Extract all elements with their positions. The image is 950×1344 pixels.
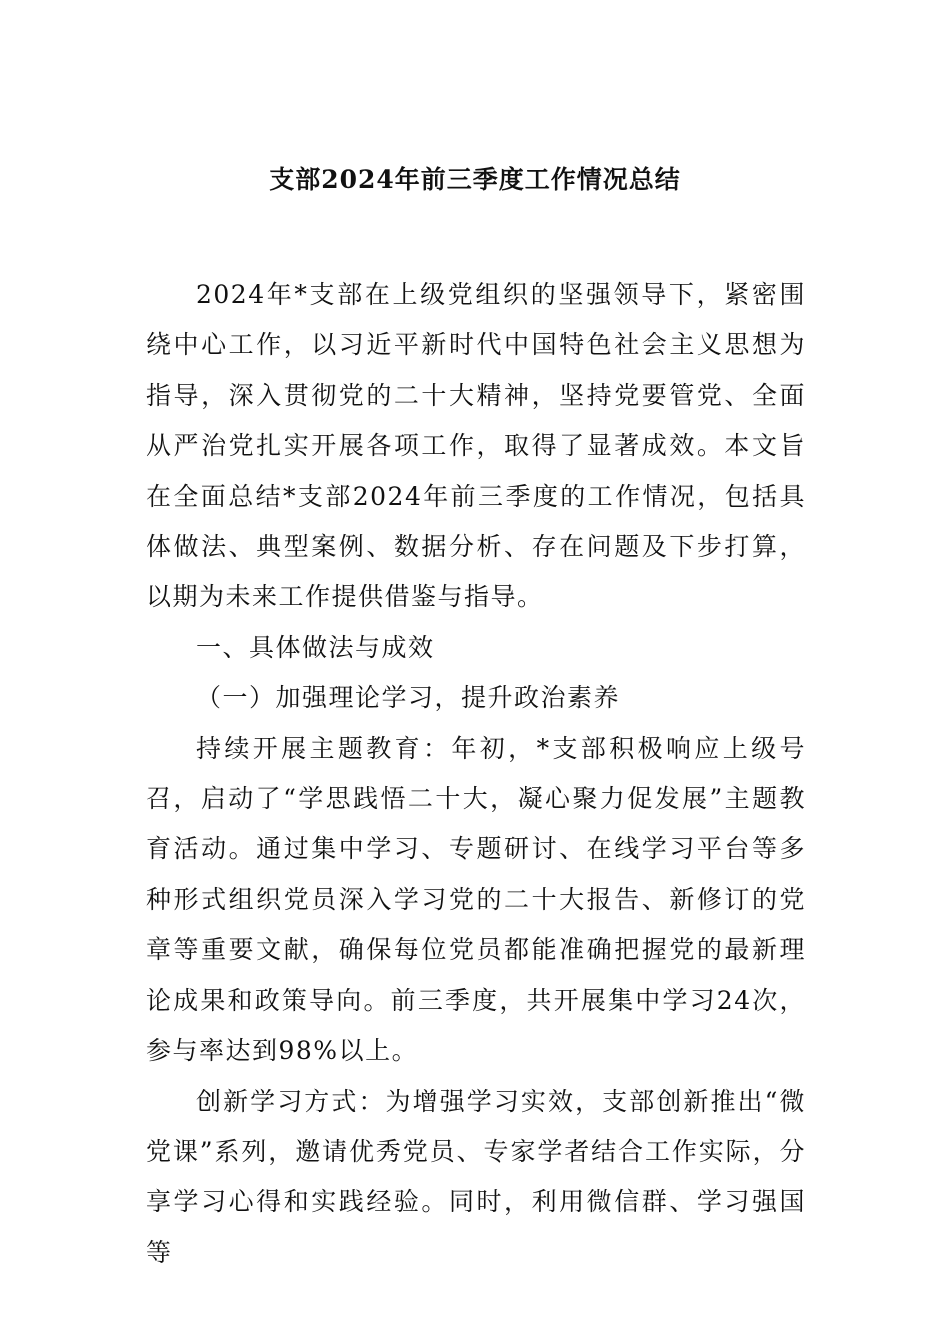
document-body [146, 270, 806, 1278]
document-title: 支部2024年前三季度工作情况总结 [269, 165, 681, 194]
subsection-heading-1: （一）加强理论学习，提升政治素养 [196, 683, 621, 713]
intro-paragraph: 2024年*支部在上级党组织的坚强领导下，紧密围绕中心工作，以习近平新时代中国特色社会主义思想为指导，深入贯彻党的二十大精神，坚持党要管党、全面从严治党扎实开展各项工作，取得了显著成效。本文旨在全面总结*支部2024年前三季度的工作情况，包括具体做法、典型案例、数据分析、存在问题及下步打算，以期为未来工作提供借鉴与指导。 [146, 280, 806, 612]
section-heading-1: 一、具体做法与成效 [196, 632, 435, 662]
body-paragraph-theme-education: 持续开展主题教育：年初，*支部积极响应上级号召，启动了“学思践悟二十大，凝心聚力促发展”主题教育活动。通过集中学习、专题研讨、在线学习平台等多种形式组织党员深入学习党的二十大报告、新修订的党章等重要文献，确保每位党员都能准确把握党的最新理论成果和政策导向。前三季度，共开展集中学习24次，参与率达到98%以上。 [146, 733, 806, 1066]
body-paragraph-learning-methods: 创新学习方式：为增强学习实效，支部创新推出“微党课”系列，邀请优秀党员、专家学者结合工作实际，分享学习心得和实践经验。同时，利用微信群、学习强国等 [146, 1086, 806, 1267]
